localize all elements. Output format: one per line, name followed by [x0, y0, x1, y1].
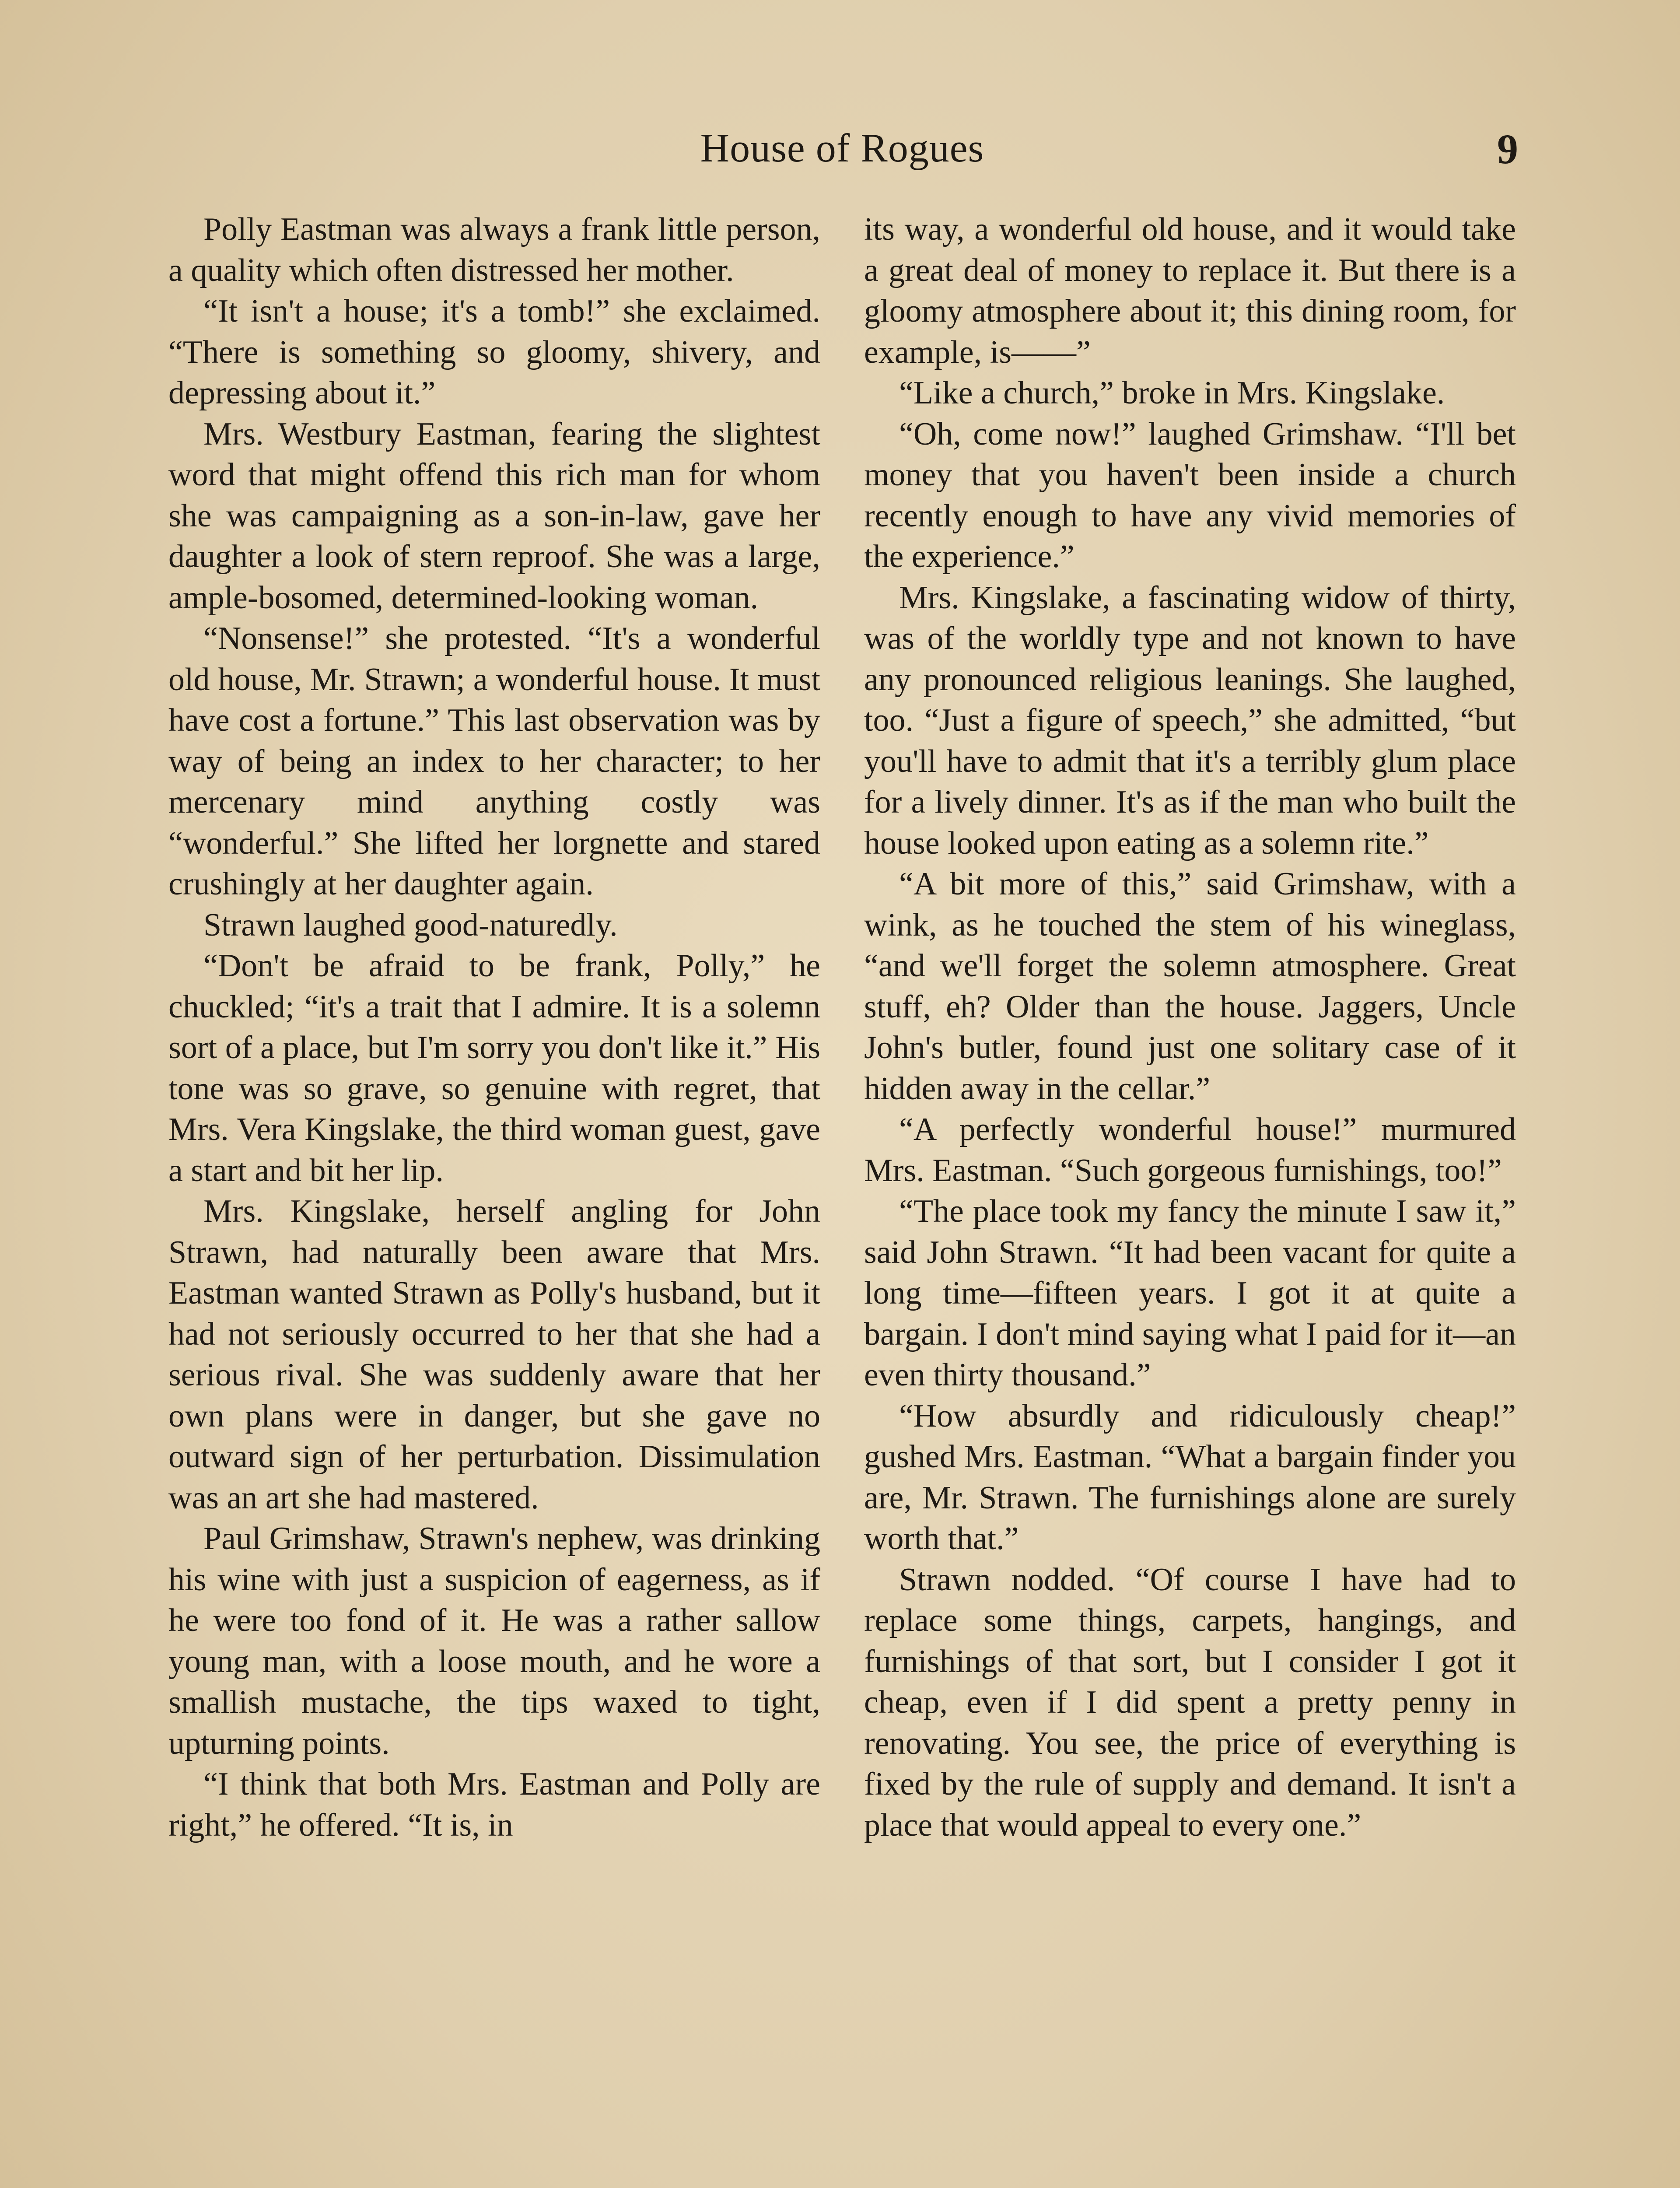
page-number: 9 [1497, 126, 1518, 172]
paragraph: “The place took my fancy the minute I saw it,” said John Strawn. “It had been vacant for quite a long time—fifteen years. I got it at quite a bargain. I don't mind saying what I paid for it—an even thirty thousand.” [864, 1193, 1516, 1393]
text-columns [168, 209, 1516, 2188]
page-header [166, 125, 1518, 186]
paragraph: Strawn nodded. “Of course I have had to replace some things, carpets, hangings, and furnishings of that sort, but I consider I got it cheap, even if I did spent a pretty penny in renovating. You see, the price of everything is fixed by the rule of supply and demand. It isn't a place that would appeal to every one.” [864, 1561, 1516, 1843]
paragraph: “It isn't a house; it's a tomb!” she exclaimed. “There is something so gloomy, shivery, and depressing about it.” [168, 293, 820, 411]
left-column [168, 209, 820, 2188]
paragraph: “Like a church,” broke in Mrs. Kingslake. [899, 375, 1445, 411]
paragraph: “A perfectly wonderful house!” murmured Mrs. Eastman. “Such gorgeous furnishings, too!” [864, 1112, 1516, 1189]
paragraph: “Don't be afraid to be frank, Polly,” he chuckled; “it's a trait that I admire. It is a solemn sort of a place, but I'm sorry you don't like it.” His tone was so grave, so genuine with regret, that Mrs. Vera Kingslake, the third woman guest, gave a start and bit her lip. [168, 948, 820, 1189]
paragraph: “Oh, come now!” laughed Grimshaw. “I'll bet money that you haven't been inside a church recently enough to have any vivid memories of the experience.” [864, 416, 1516, 575]
paragraph: Paul Grimshaw, Strawn's nephew, was drinking his wine with just a suspicion of eagerness, as if he were too fond of it. He was a rather sallow young man, with a loose mouth, and he wore a smallish mustache, the tips waxed to tight, upturning points. [168, 1521, 820, 1761]
paragraph: Strawn laughed good-naturedly. [203, 907, 618, 943]
paragraph: Mrs. Kingslake, a fascinating widow of thirty, was of the worldly type and not known to have any pronounced religious leanings. She laughed, too. “Just a figure of speech,” she admitted, “but you'll have to admit that it's a terribly glum place for a lively dinner. It's as if the man who built the house looked upon eating as a solemn rite.” [864, 579, 1516, 861]
paragraph: Mrs. Kingslake, herself angling for John Strawn, had naturally been aware that Mrs. Eastman wanted Strawn as Polly's husband, but it had not seriously occurred to her that she had a serious rival. She was suddenly aware that her own plans were in danger, but she gave no outward sign of her perturbation. Dissimulation was an art she had mastered. [168, 1193, 820, 1516]
paragraph: “Nonsense!” she protested. “It's a wonderful old house, Mr. Strawn; a wonderful house. It must have cost a fortune.” This last observation was by way of being an index to her character; to her mercenary mind anything costly was “wonderful.” She lifted her lorgnette and stared crushingly at her daughter again. [168, 621, 820, 902]
paragraph: Mrs. Westbury Eastman, fearing the slightest word that might offend this rich man for whom she was campaigning as a son-in-law, gave her daughter a look of stern reproof. She was a large, ample-bosomed, determined-looking woman. [168, 416, 820, 616]
right-column [864, 209, 1516, 2188]
paragraph: Polly Eastman was always a frank little person, a quality which often distressed her mother. [168, 211, 820, 288]
paragraph: “How absurdly and ridiculously cheap!” gushed Mrs. Eastman. “What a bargain finder you are, Mr. Strawn. The furnishings alone are surely worth that.” [864, 1398, 1516, 1557]
paragraph: “I think that both Mrs. Eastman and Polly are right,” he offered. “It is, in [168, 1766, 820, 1843]
paragraph: “A bit more of this,” said Grimshaw, with a wink, as he touched the stem of his wineglass, “and we'll forget the solemn atmosphere. Great stuff, eh? Older than the house. Jaggers, Uncle John's butler, found just one solitary case of it hidden away in the cellar.” [864, 866, 1516, 1107]
running-head: House of Rogues [700, 126, 984, 170]
paragraph-continued: its way, a wonderful old house, and it would take a great deal of money to replace it. But there is a gloomy atmosphere about it; this dining room, for example, is——” [864, 211, 1516, 370]
